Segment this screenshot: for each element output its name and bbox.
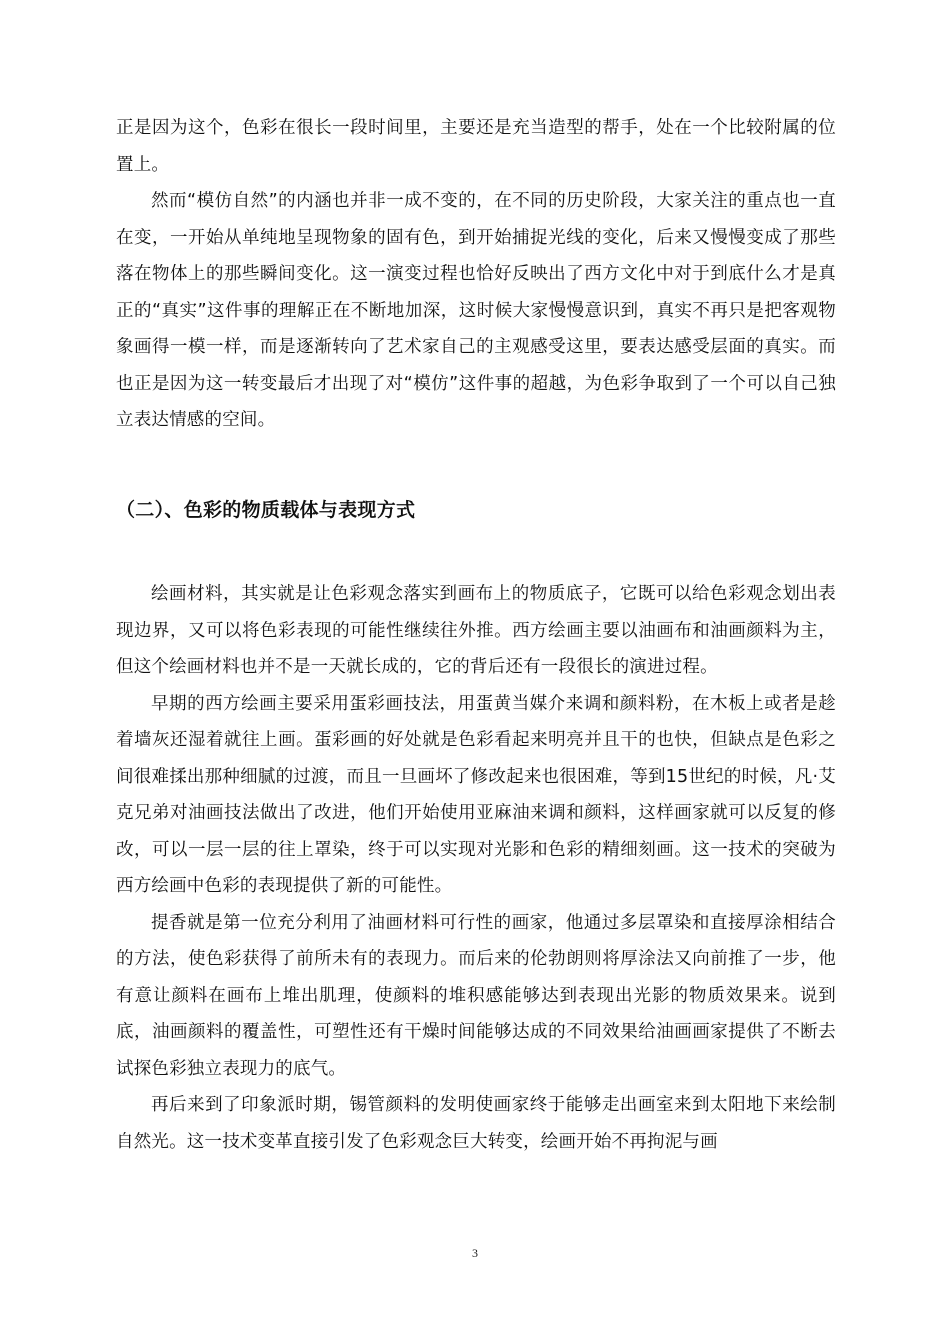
page-number: 3	[472, 1246, 478, 1260]
section-body-1	[116, 110, 836, 439]
paragraph-imitation-of-nature: 然而“模仿自然”的内涵也并非一成不变的，在不同的历史阶段，大家关注的重点也一直在变，一开始从单纯地呈现物象的固有色，到开始捕捉光线的变化，后来又慢慢变成了那些落在物体上的那些瞬间变化。这一演变过程也恰好反映出了西方文化中对于到底什么才是真正的“真实”这件事的理解正在不断地加深，这时候大家慢慢意识到，真实不再只是把客观物象画得一模一样，而是逐渐转向了艺术家自己的主观感受这里，要表达感受层面的真实。而也正是因为这一转变最后才出现了对“模仿”这件事的超越，为色彩争取到了一个可以自己独立表达情感的空间。	[116, 191, 836, 430]
paragraph-continuation: 正是因为这个，色彩在很长一段时间里，主要还是充当造型的帮手，处在一个比较附属的位置上。	[116, 118, 836, 175]
paragraph-tempera-and-oil: 早期的西方绘画主要采用蛋彩画技法，用蛋黄当媒介来调和颜料粉，在木板上或者是趁着墙灰还湿着就往上画。蛋彩画的好处就是色彩看起来明亮并且干的也快，但缺点是色彩之间很难揉出那种细腻的过渡，而且一旦画坏了修改起来也很困难，等到15世纪的时候，凡·艾克兄弟对油画技法做出了改进，他们开始使用亚麻油来调和颜料，这样画家就可以反复的修改，可以一层一层的往上罩染，终于可以实现对光影和色彩的精细刻画。这一技术的突破为西方绘画中色彩的表现提供了新的可能性。	[116, 693, 836, 896]
section-body-2	[116, 576, 836, 1160]
paragraph-painting-materials: 绘画材料，其实就是让色彩观念落实到画布上的物质底子，它既可以给色彩观念划出表现边界，又可以将色彩表现的可能性继续往外推。西方绘画主要以油画布和油画颜料为主，但这个绘画材料也并不是一天就长成的，它的背后还有一段很长的演进过程。	[116, 584, 836, 677]
paragraph-impressionism: 再后来到了印象派时期，锡管颜料的发明使画家终于能够走出画室来到太阳地下来绘制自然光。这一技术变革直接引发了色彩观念巨大转变，绘画开始不再拘泥与画	[116, 1095, 836, 1152]
section-heading: （二）、色彩的物质载体与表现方式	[116, 499, 416, 521]
paragraph-titian-rembrandt: 提香就是第一位充分利用了油画材料可行性的画家，他通过多层罩染和直接厚涂相结合的方法，使色彩获得了前所未有的表现力。而后来的伦勃朗则将厚涂法又向前推了一步，他有意让颜料在画布上堆出肌理，使颜料的堆积感能够达到表现出光影的物质效果来。说到底，油画颜料的覆盖性，可塑性还有干燥时间能够达成的不同效果给油画画家提供了不断去试探色彩独立表现力的底气。	[116, 912, 836, 1079]
